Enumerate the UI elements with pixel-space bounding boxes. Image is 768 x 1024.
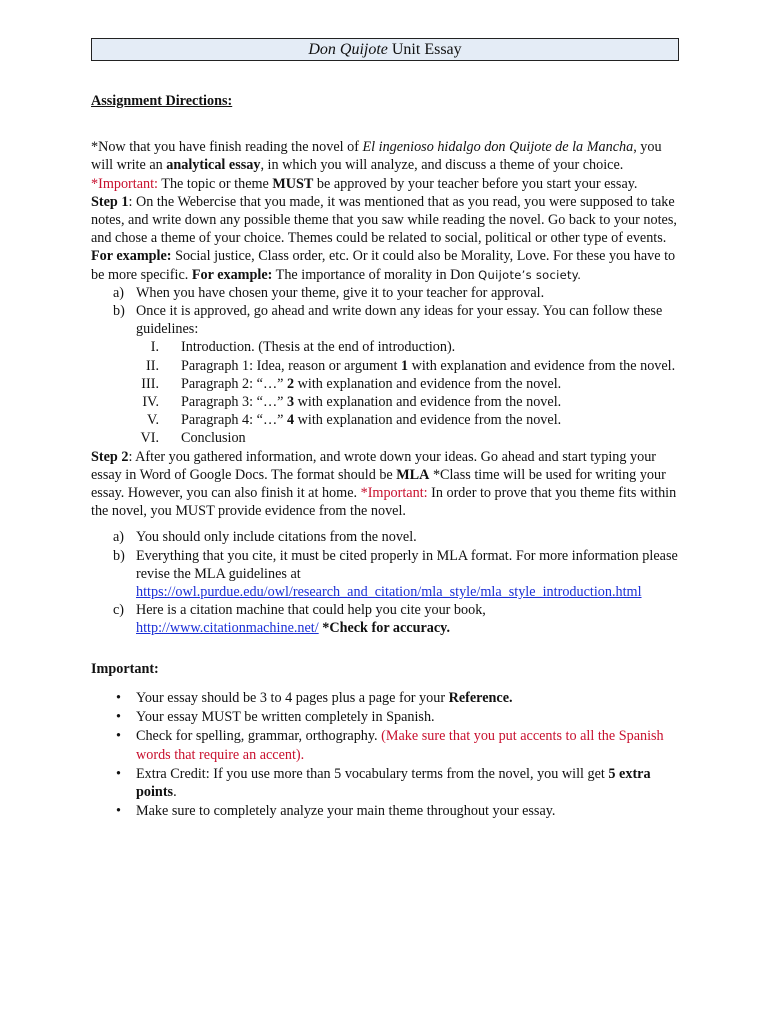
guideline-item bbox=[91, 429, 681, 447]
guideline-number: 3 bbox=[286, 394, 295, 411]
guideline-item bbox=[91, 375, 681, 393]
guideline-text-post: with explanation and evidence from the novel. bbox=[294, 412, 562, 429]
step1-text-4: Quijote’s society. bbox=[478, 267, 582, 282]
guidelines-list bbox=[91, 338, 681, 447]
step2-important: *Important: bbox=[360, 485, 428, 502]
citation-machine-link[interactable]: http://www.citationmachine.net/ bbox=[136, 620, 319, 637]
guideline-number: 1 bbox=[400, 357, 409, 374]
guideline-text: Conclusion bbox=[181, 430, 246, 447]
roman-numeral: IV. bbox=[142, 394, 159, 411]
bullet-icon: • bbox=[116, 803, 121, 820]
intro-text-5: be approved by your teacher before you start your essay. bbox=[313, 175, 638, 192]
novel-title: El ingenioso hidalgo don Quijote de la Mancha bbox=[362, 139, 634, 156]
check-accuracy-note: *Check for accuracy. bbox=[318, 620, 451, 637]
bullet-text: Extra Credit: If you use more than 5 vocabulary terms from the novel, you will get bbox=[136, 765, 609, 782]
bullet-text: Your essay should be 3 to 4 pages plus a page for your bbox=[136, 689, 449, 706]
step2-label: Step 2 bbox=[91, 448, 129, 465]
bullet-item bbox=[91, 802, 681, 820]
bullet-item bbox=[91, 727, 681, 763]
list-marker: c) bbox=[113, 602, 125, 619]
step1-text-3: The importance of morality in Don bbox=[272, 266, 479, 283]
step1-text-1: : On the Webercise that you made, it was mentioned that as you read, you were supposed to take notes, and write down any possible theme that you saw while reading the novel. Go back to your notes, and chose a theme of your choice. Themes could be related to social, political or other type of events. bbox=[91, 193, 677, 247]
list-item bbox=[91, 528, 681, 546]
guideline-text-post: with explanation and evidence from the novel. bbox=[294, 394, 562, 411]
guideline-item bbox=[91, 393, 681, 411]
list-item bbox=[91, 601, 681, 637]
bullet-text: Your essay MUST be written completely in Spanish. bbox=[136, 709, 435, 726]
bullet-text: Make sure to completely analyze your main theme throughout your essay. bbox=[136, 803, 556, 820]
step2-text-3: In order to prove that you theme fits within the novel, you MUST provide evidence from the novel. bbox=[91, 485, 677, 520]
guideline-text-post: with explanation and evidence from the novel. bbox=[294, 375, 562, 392]
list-marker: a) bbox=[113, 529, 125, 546]
guideline-number: 2 bbox=[286, 375, 295, 392]
list-marker: a) bbox=[113, 284, 125, 301]
guideline-text: Paragraph 4: “…” bbox=[181, 412, 287, 429]
step1-label: Step 1 bbox=[91, 193, 129, 210]
roman-numeral: II. bbox=[146, 357, 159, 374]
guideline-text: Paragraph 1: Idea, reason or argument bbox=[181, 357, 401, 374]
bullet-icon: • bbox=[116, 765, 121, 782]
guideline-item bbox=[91, 411, 681, 429]
roman-numeral: VI. bbox=[140, 430, 159, 447]
bullet-icon: • bbox=[116, 728, 121, 745]
list-item bbox=[91, 547, 681, 602]
guideline-text-post: with explanation and evidence from the novel. bbox=[408, 357, 676, 374]
important-bullets bbox=[91, 689, 681, 820]
bullet-text-post: . bbox=[173, 783, 177, 800]
list-text: You should only include citations from the novel. bbox=[136, 529, 417, 546]
guideline-number: 4 bbox=[286, 412, 295, 429]
intro-text-4: The topic or theme bbox=[157, 175, 273, 192]
guideline-text: Introduction. (Thesis at the end of introduction). bbox=[181, 339, 456, 356]
guideline-item bbox=[91, 357, 681, 375]
list-text: Everything that you cite, it must be cited properly in MLA format. For more information please revise the MLA guidelines at bbox=[136, 547, 678, 582]
intro-text-3: , in which you will analyze, and discuss a theme of your choice. bbox=[260, 157, 624, 174]
bullet-text: Check for spelling, grammar, orthography. bbox=[136, 728, 382, 745]
mla-guidelines-link[interactable]: https://owl.purdue.edu/owl/research_and_citation/mla_style/mla_style_introduction.html bbox=[136, 584, 642, 601]
list-item bbox=[91, 284, 681, 302]
bullet-red-note: (Make sure that you put accents to all the Spanish words that require an accent). bbox=[136, 728, 664, 763]
guideline-item bbox=[91, 338, 681, 356]
step1-example-1: For example: bbox=[91, 248, 172, 265]
list-text: Here is a citation machine that could help you cite your book, bbox=[136, 602, 486, 619]
step2-mla: MLA bbox=[396, 466, 430, 483]
bullet-item bbox=[91, 708, 681, 726]
roman-numeral: III. bbox=[141, 375, 159, 392]
directions-heading: Assignment Directions: bbox=[91, 93, 233, 109]
intro-paragraph bbox=[91, 138, 681, 193]
intro-must: MUST bbox=[272, 175, 314, 192]
list-marker: b) bbox=[113, 303, 125, 320]
intro-text-1: *Now that you have finish reading the novel of bbox=[91, 139, 363, 156]
roman-numeral: V. bbox=[147, 412, 159, 429]
guideline-text: Paragraph 3: “…” bbox=[181, 394, 287, 411]
step2-paragraph bbox=[91, 448, 681, 521]
bullet-bold: Reference. bbox=[448, 689, 513, 706]
step1-paragraph bbox=[91, 193, 681, 284]
list-text: Once it is approved, go ahead and write down any ideas for your essay. You can follow these guidelines: bbox=[136, 303, 663, 338]
title-italic: Don Quijote bbox=[308, 41, 388, 58]
bullet-item bbox=[91, 765, 681, 801]
document-body bbox=[91, 92, 681, 821]
step2-text-1: : After you gathered information, and wrote down your ideas. Go ahead and start typing your essay in Word of Google Docs. The format should be bbox=[91, 448, 657, 483]
bullet-item bbox=[91, 689, 681, 707]
step1-example-2: For example: bbox=[191, 266, 273, 283]
step1-text-2: Social justice, Class order, etc. Or it could also be Morality, Love. For these you have to be more specific. bbox=[91, 248, 676, 283]
intro-text-2: , you will write an bbox=[91, 139, 662, 174]
citation-list bbox=[91, 528, 681, 637]
intro-important: *Important: bbox=[91, 175, 158, 192]
guideline-text: Paragraph 2: “…” bbox=[181, 375, 287, 392]
list-marker: b) bbox=[113, 547, 125, 564]
bullet-bold: 5 extra points bbox=[136, 765, 651, 800]
bullet-icon: • bbox=[116, 709, 121, 726]
step1-list bbox=[91, 284, 681, 339]
important-heading: Important: bbox=[91, 660, 159, 677]
list-text: When you have chosen your theme, give it to your teacher for approval. bbox=[136, 284, 545, 301]
bullet-icon: • bbox=[116, 689, 121, 706]
intro-bold: analytical essay bbox=[166, 157, 261, 174]
title-rest: Unit Essay bbox=[387, 41, 462, 58]
list-item bbox=[91, 302, 681, 338]
step2-text-2: *Class time will be used for writing your essay. However, you can also finish it at home. bbox=[91, 466, 666, 502]
roman-numeral: I. bbox=[150, 339, 159, 356]
document-title bbox=[91, 38, 679, 61]
